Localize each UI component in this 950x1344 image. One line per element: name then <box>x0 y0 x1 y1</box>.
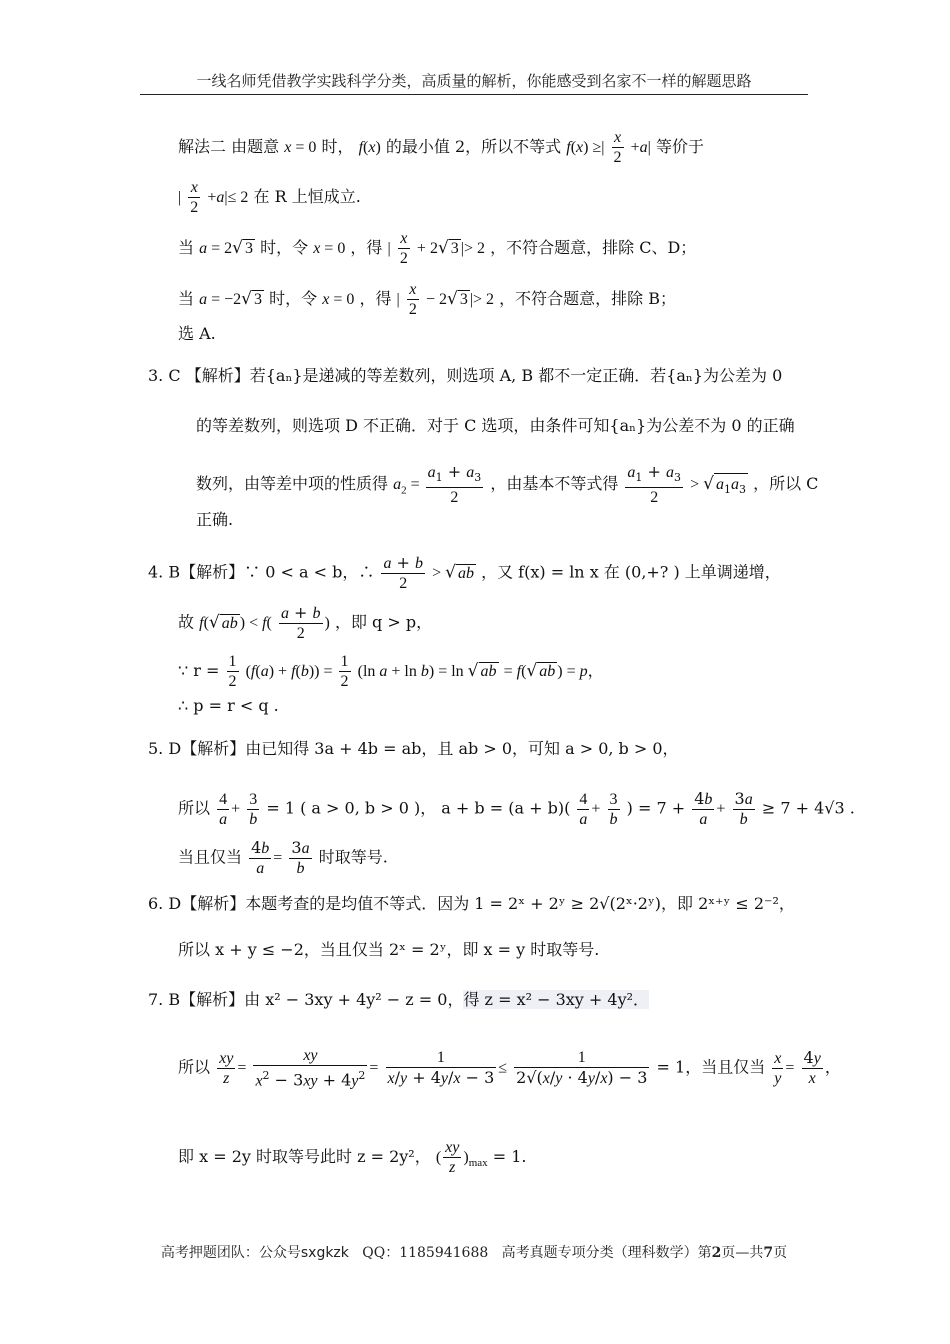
solution2-case2: 当 a = −2√ 3 时，令 x = 0 ，得 | $\frac{x}{2}$ − 2√ 3 |> 2 ，不符合题意，排除 B； <box>178 281 676 318</box>
q5-line3: 当且仅当 $\frac{4b}{a}$ = $\frac{3a}{b}$ 时取等号. <box>178 838 388 877</box>
q6-line2: 所以 x + y ≤ −2，当且仅当 2ˣ = 2ʸ，即 x = y 时取等号. <box>178 940 600 959</box>
q3-line2: 的等差数列，则选项 D 不正确．对于 C 选项，由条件可知{aₙ}为公差不为 0 的正确 <box>196 416 795 435</box>
q7-line1: 7. B【解析】由 x² − 3xy + 4y² − z = 0，得 z = x² − 3xy + 4y²． <box>148 990 650 1009</box>
q3-number: 3. <box>148 366 164 385</box>
q7-answer: B <box>168 990 181 1009</box>
q6-number: 6. <box>148 894 164 913</box>
q4-number: 4. <box>148 562 164 582</box>
q5-line2: 所以 $\frac{4}{a}$ + $\frac{3}{b}$ = 1 ( a > 0, b > 0 )， a + b = (a + b)( $\frac{4}{a}$ + $\frac{3}{b}$ ) = 7 + $\frac{4b}{a}$ + $\frac{3a}{b}$ ≥ 7 + 4√3 . <box>178 789 855 828</box>
q4-line2: 故 f(√ ab ) < f( $\frac{a + b}{2}$ ) ，即 q > p， <box>178 603 433 642</box>
page-footer: 高考押题团队：公众号sxgkzk QQ：1185941688 高考真题专项分类（理科数学）第2页—共7页 <box>160 1245 788 1261</box>
q7-line3: 即 x = 2y 时取等号此时 z = 2y²， ( $\frac{xy}{z}$ )$_{max} = 1$. <box>178 1139 527 1176</box>
q4-line4: ∴ p = r < q . <box>178 696 279 715</box>
q3-line1: 3. C 【解析】若{aₙ}是递减的等差数列，则选项 A, B 都不一定正确．若{aₙ}为公差为 0 <box>148 366 783 385</box>
q4-answer: B <box>168 562 181 582</box>
solution2-line1: 解法二 由题意 x = 0 时， f(x) 的最小值 2，所以不等式 f(x) ≥| $\frac{x}{2}$ +a| 等价于 <box>178 129 704 166</box>
q3-line4: 正确. <box>196 510 234 529</box>
q3-answer: C <box>168 366 181 385</box>
q5-number: 5. <box>148 739 164 758</box>
q5-line1: 5. D【解析】由已知得 3a + 4b = ab，且 ab > 0，可知 a > 0, b > 0， <box>148 739 679 758</box>
page-header: 一线名师凭借教学实践科学分类，高质量的解析，你能感受到名家不一样的解题思路 <box>196 72 752 90</box>
q6-answer: D <box>168 894 182 913</box>
q4-line3: ∵ r = $\frac{1}{2}$ (f(a) + f(b)) = $\frac{1}{2}$ (ln a + ln b) = ln √ ab = f(√ ab ) = p， <box>178 653 604 690</box>
solution2-choice: 选 A. <box>178 324 216 343</box>
q4-line1: 4. B【解析】∵ 0 < a < b，∴ $\frac{a + b}{2}$ > √ ab ，又 f(x) = ln x 在 (0,+? ) 上单调递增， <box>148 553 781 592</box>
header-divider <box>140 94 808 95</box>
footer-handle: sxgkzk <box>300 1245 349 1261</box>
q7-highlight: 得 z = x² − 3xy + 4y²． <box>463 990 650 1009</box>
q6-line1: 6. D【解析】本题考查的是均值不等式．因为 1 = 2ˣ + 2ʸ ≥ 2√(2ˣ·2ʸ)，即 2ˣ⁺ʸ ≤ 2⁻²， <box>148 894 795 913</box>
solution2-label: 解法二 <box>178 137 227 156</box>
q7-line2: 所以 $\frac{xy}{z}$ = $\frac{xy}{x^2 - 3xy + 4y^2}$ = $\frac{1}{x/y + 4y/x - 3}$ ≤ $\frac{1}{2√(x/y \cdot 4y/x) - 3}$ = 1，当且仅当 $\frac{x}{y}$ = $\frac{4y}{x}$ ， <box>178 1047 841 1090</box>
q7-number: 7. <box>148 990 164 1009</box>
footer-total-pages: 7 <box>763 1245 774 1261</box>
q5-answer: D <box>168 739 182 758</box>
footer-page-number: 2 <box>711 1245 722 1261</box>
solution2-line2: | $\frac{x}{2}$ +a|≤ 2 在 R 上恒成立. <box>178 179 361 216</box>
solution2-case1: 当 a = 2√ 3 时，令 x = 0 ，得 | $\frac{x}{2}$ + 2√ 3 |> 2 ，不符合题意，排除 C、D； <box>178 230 697 267</box>
q3-line3: 数列，由等差中项的性质得 $a_2$ = $\frac{a_1 + a_3}{2}$ ，由基本不等式得 $\frac{a_1 + a_3}{2}$ > √ $a_1a_3$ ，所以 C <box>196 462 819 507</box>
